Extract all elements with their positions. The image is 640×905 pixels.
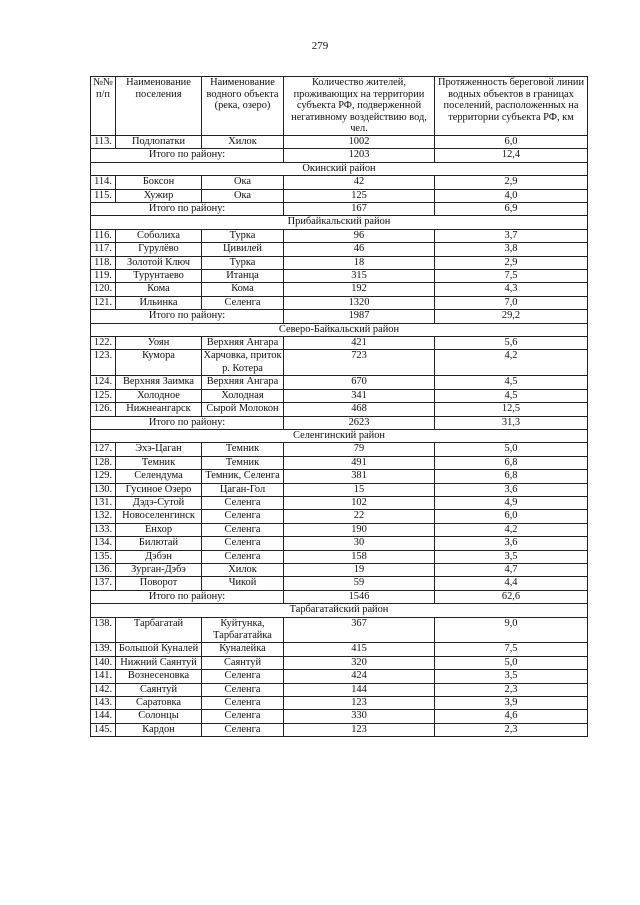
water-object: Харчовка, приток р. Котера bbox=[203, 350, 282, 374]
residents-count: 22 bbox=[284, 510, 435, 523]
district-title: Северо-Байкальский район bbox=[91, 323, 588, 336]
settlement-name: Дэбэн bbox=[116, 550, 202, 563]
table-header-row bbox=[91, 77, 588, 136]
shoreline-length: 6,0 bbox=[435, 135, 588, 148]
shoreline-length: 6,8 bbox=[435, 456, 588, 469]
row-number: 122. bbox=[91, 337, 116, 350]
shoreline-length: 2,3 bbox=[435, 723, 588, 736]
shoreline-length: 4,7 bbox=[435, 563, 588, 576]
settlement-name: Кома bbox=[116, 283, 202, 296]
table-row bbox=[91, 496, 588, 509]
shoreline-length: 6,8 bbox=[435, 470, 588, 483]
row-number: 137. bbox=[91, 577, 116, 590]
shoreline-length: 4,2 bbox=[435, 523, 588, 536]
table-row bbox=[91, 723, 588, 736]
table-row bbox=[91, 337, 588, 350]
residents-count: 491 bbox=[284, 456, 435, 469]
district-total-label: Итого по району: bbox=[91, 416, 284, 429]
water-object: Селенга bbox=[202, 523, 284, 536]
settlement-name: Гусиное Озеро bbox=[116, 483, 202, 496]
settlement-name: Дэдэ-Сутой bbox=[116, 496, 202, 509]
district-total-label: Итого по району: bbox=[91, 149, 284, 162]
row-number: 121. bbox=[91, 296, 116, 309]
shoreline-length: 3,6 bbox=[435, 483, 588, 496]
table-row bbox=[91, 135, 588, 148]
settlement-name: Холодное bbox=[116, 389, 202, 402]
shoreline-length: 2,9 bbox=[435, 256, 588, 269]
shoreline-length: 4,9 bbox=[435, 496, 588, 509]
water-object: Сырой Молокон bbox=[202, 403, 284, 416]
residents-count: 123 bbox=[284, 697, 435, 710]
shoreline-length: 6,0 bbox=[435, 510, 588, 523]
row-number: 113. bbox=[91, 135, 116, 148]
residents-count: 424 bbox=[284, 670, 435, 683]
table-row bbox=[91, 550, 588, 563]
shoreline-length: 5,0 bbox=[435, 443, 588, 456]
shoreline-length: 2,3 bbox=[435, 683, 588, 696]
shoreline-length: 4,4 bbox=[435, 577, 588, 590]
residents-count: 15 bbox=[284, 483, 435, 496]
settlement-name: Соболиха bbox=[116, 229, 202, 242]
row-number: 120. bbox=[91, 283, 116, 296]
residents-count: 381 bbox=[284, 470, 435, 483]
table-row bbox=[91, 350, 588, 376]
settlement-name: Саянтуй bbox=[116, 683, 202, 696]
table-row bbox=[91, 256, 588, 269]
table-row bbox=[91, 510, 588, 523]
shoreline-length: 4,3 bbox=[435, 283, 588, 296]
district-title: Тарбагатайский район bbox=[91, 604, 588, 617]
row-number: 126. bbox=[91, 403, 116, 416]
header-settlement: Наименование поселения bbox=[116, 77, 202, 136]
district-total-residents: 1546 bbox=[284, 590, 435, 603]
water-object: Итанца bbox=[202, 270, 284, 283]
row-number: 129. bbox=[91, 470, 116, 483]
settlement-name: Ильинка bbox=[116, 296, 202, 309]
district-total-label: Итого по району: bbox=[91, 590, 284, 603]
header-residents: Количество жителей, проживающих на территории субъекта РФ, подверженной негативному воздействию вод, чел. bbox=[284, 77, 435, 136]
shoreline-length: 3,9 bbox=[435, 697, 588, 710]
settlement-name: Темник bbox=[116, 456, 202, 469]
residents-count: 367 bbox=[284, 617, 435, 643]
shoreline-length: 4,0 bbox=[435, 189, 588, 202]
row-number: 130. bbox=[91, 483, 116, 496]
row-number: 138. bbox=[91, 617, 116, 643]
settlement-name: Зурган-Дэбэ bbox=[116, 563, 202, 576]
table-row bbox=[91, 643, 588, 656]
district-total-residents: 1987 bbox=[284, 310, 435, 323]
table-row bbox=[91, 483, 588, 496]
water-object: Селенга bbox=[202, 296, 284, 309]
district-header-row bbox=[91, 323, 588, 336]
settlement-name: Нижний Саянтуй bbox=[116, 656, 202, 669]
water-object: Селенга bbox=[202, 723, 284, 736]
row-number: 114. bbox=[91, 176, 116, 189]
row-number: 140. bbox=[91, 656, 116, 669]
row-number: 141. bbox=[91, 670, 116, 683]
settlement-name: Тарбагатай bbox=[116, 617, 202, 643]
settlement-name: Уоян bbox=[116, 337, 202, 350]
district-header-row bbox=[91, 604, 588, 617]
residents-count: 79 bbox=[284, 443, 435, 456]
table-row bbox=[91, 270, 588, 283]
water-object: Селенга bbox=[202, 697, 284, 710]
district-total-length: 31,3 bbox=[435, 416, 588, 429]
shoreline-length: 4,2 bbox=[435, 350, 588, 376]
district-total-residents: 167 bbox=[284, 203, 435, 216]
row-number: 144. bbox=[91, 710, 116, 723]
residents-count: 102 bbox=[284, 496, 435, 509]
settlements-table bbox=[90, 76, 588, 737]
residents-count: 125 bbox=[284, 189, 435, 202]
residents-count: 320 bbox=[284, 656, 435, 669]
row-number: 132. bbox=[91, 510, 116, 523]
residents-count: 315 bbox=[284, 270, 435, 283]
row-number: 117. bbox=[91, 243, 116, 256]
table-row bbox=[91, 283, 588, 296]
row-number: 136. bbox=[91, 563, 116, 576]
shoreline-length: 3,6 bbox=[435, 537, 588, 550]
settlement-name: Поворот bbox=[116, 577, 202, 590]
residents-count: 670 bbox=[284, 376, 435, 389]
water-object: Хилок bbox=[202, 563, 284, 576]
district-header-row bbox=[91, 162, 588, 175]
district-total-row bbox=[91, 416, 588, 429]
settlement-name: Подлопатки bbox=[116, 135, 202, 148]
district-total-row bbox=[91, 203, 588, 216]
settlement-name: Билютай bbox=[116, 537, 202, 550]
district-total-residents: 2623 bbox=[284, 416, 435, 429]
table-row bbox=[91, 296, 588, 309]
row-number: 143. bbox=[91, 697, 116, 710]
table-row bbox=[91, 577, 588, 590]
water-object: Темник bbox=[202, 456, 284, 469]
district-total-length: 6,9 bbox=[435, 203, 588, 216]
district-total-label: Итого по району: bbox=[91, 203, 284, 216]
row-number: 142. bbox=[91, 683, 116, 696]
water-object: Верхняя Ангара bbox=[202, 337, 284, 350]
district-total-length: 12,4 bbox=[435, 149, 588, 162]
table-row bbox=[91, 189, 588, 202]
water-object: Селенга bbox=[202, 496, 284, 509]
settlement-name: Хужир bbox=[116, 189, 202, 202]
shoreline-length: 4,5 bbox=[435, 376, 588, 389]
shoreline-length: 3,5 bbox=[435, 670, 588, 683]
settlement-name: Кумора bbox=[116, 350, 202, 376]
water-object: Ока bbox=[202, 176, 284, 189]
district-total-length: 62,6 bbox=[435, 590, 588, 603]
settlement-name: Новоселенгинск bbox=[116, 510, 202, 523]
residents-count: 330 bbox=[284, 710, 435, 723]
water-object: Турка bbox=[202, 256, 284, 269]
residents-count: 96 bbox=[284, 229, 435, 242]
shoreline-length: 5,6 bbox=[435, 337, 588, 350]
residents-count: 46 bbox=[284, 243, 435, 256]
district-total-residents: 1203 bbox=[284, 149, 435, 162]
row-number: 134. bbox=[91, 537, 116, 550]
water-object: Ока bbox=[202, 189, 284, 202]
district-title: Окинский район bbox=[91, 162, 588, 175]
settlement-name: Селендума bbox=[116, 470, 202, 483]
row-number: 128. bbox=[91, 456, 116, 469]
table-row bbox=[91, 670, 588, 683]
residents-count: 1320 bbox=[284, 296, 435, 309]
shoreline-length: 2,9 bbox=[435, 176, 588, 189]
district-total-row bbox=[91, 310, 588, 323]
table-row bbox=[91, 456, 588, 469]
table-row bbox=[91, 683, 588, 696]
table-row bbox=[91, 710, 588, 723]
table-row bbox=[91, 656, 588, 669]
shoreline-length: 3,8 bbox=[435, 243, 588, 256]
water-object: Темник bbox=[202, 443, 284, 456]
table-row bbox=[91, 403, 588, 416]
water-object: Цивилей bbox=[202, 243, 284, 256]
row-number: 139. bbox=[91, 643, 116, 656]
residents-count: 415 bbox=[284, 643, 435, 656]
water-object: Селенга bbox=[202, 670, 284, 683]
table-row bbox=[91, 176, 588, 189]
table-row bbox=[91, 243, 588, 256]
row-number: 123. bbox=[91, 350, 116, 376]
settlement-name: Турунтаево bbox=[116, 270, 202, 283]
residents-count: 158 bbox=[284, 550, 435, 563]
residents-count: 123 bbox=[284, 723, 435, 736]
district-header-row bbox=[91, 216, 588, 229]
water-object: Чикой bbox=[202, 577, 284, 590]
water-object: Холодная bbox=[202, 389, 284, 402]
table-row bbox=[91, 470, 588, 483]
district-total-row bbox=[91, 590, 588, 603]
shoreline-length: 12,5 bbox=[435, 403, 588, 416]
district-total-label: Итого по району: bbox=[91, 310, 284, 323]
settlement-name: Нижнеангарск bbox=[116, 403, 202, 416]
row-number: 124. bbox=[91, 376, 116, 389]
shoreline-length: 7,5 bbox=[435, 643, 588, 656]
settlement-name: Гурулёво bbox=[116, 243, 202, 256]
residents-count: 421 bbox=[284, 337, 435, 350]
water-object: Селенга bbox=[202, 683, 284, 696]
settlement-name: Большой Куналей bbox=[116, 643, 202, 656]
shoreline-length: 4,5 bbox=[435, 389, 588, 402]
water-object: Селенга bbox=[202, 537, 284, 550]
water-object: Темник, Селенга bbox=[202, 470, 284, 483]
water-object: Турка bbox=[202, 229, 284, 242]
header-water-object: Наименование водного объекта (река, озеро) bbox=[202, 77, 284, 136]
settlement-name: Боксон bbox=[116, 176, 202, 189]
residents-count: 19 bbox=[284, 563, 435, 576]
water-object: Цаган-Гол bbox=[202, 483, 284, 496]
residents-count: 42 bbox=[284, 176, 435, 189]
settlement-name: Верхняя Заимка bbox=[116, 376, 202, 389]
settlement-name: Эхэ-Цаган bbox=[116, 443, 202, 456]
row-number: 131. bbox=[91, 496, 116, 509]
residents-count: 59 bbox=[284, 577, 435, 590]
water-object: Куналейка bbox=[202, 643, 284, 656]
row-number: 119. bbox=[91, 270, 116, 283]
residents-count: 468 bbox=[284, 403, 435, 416]
settlement-name: Енхор bbox=[116, 523, 202, 536]
shoreline-length: 5,0 bbox=[435, 656, 588, 669]
settlement-name: Солонцы bbox=[116, 710, 202, 723]
shoreline-length: 7,0 bbox=[435, 296, 588, 309]
page-number: 279 bbox=[311, 40, 329, 52]
shoreline-length: 3,5 bbox=[435, 550, 588, 563]
table-row bbox=[91, 443, 588, 456]
header-shoreline: Протяженность береговой линии водных объектов в границах поселений, расположенных на территории субъекта РФ, км bbox=[435, 77, 588, 136]
row-number: 116. bbox=[91, 229, 116, 242]
table-row bbox=[91, 229, 588, 242]
row-number: 115. bbox=[91, 189, 116, 202]
row-number: 135. bbox=[91, 550, 116, 563]
district-title: Прибайкальский район bbox=[91, 216, 588, 229]
settlement-name: Вознесеновка bbox=[116, 670, 202, 683]
residents-count: 192 bbox=[284, 283, 435, 296]
water-object: Селенга bbox=[202, 550, 284, 563]
table-row bbox=[91, 537, 588, 550]
district-total-row bbox=[91, 149, 588, 162]
settlement-name: Кардон bbox=[116, 723, 202, 736]
residents-count: 1002 bbox=[284, 135, 435, 148]
district-header-row bbox=[91, 429, 588, 442]
water-object: Куйтунка, Тарбагатайка bbox=[202, 617, 284, 643]
settlement-name: Саратовка bbox=[116, 697, 202, 710]
water-object: Селенга bbox=[202, 510, 284, 523]
water-object: Селенга bbox=[202, 710, 284, 723]
header-number: №№ п/п bbox=[91, 77, 116, 136]
shoreline-length: 4,6 bbox=[435, 710, 588, 723]
residents-count: 341 bbox=[284, 389, 435, 402]
table-row bbox=[91, 376, 588, 389]
residents-count: 723 bbox=[284, 350, 435, 376]
row-number: 118. bbox=[91, 256, 116, 269]
table-row bbox=[91, 389, 588, 402]
row-number: 133. bbox=[91, 523, 116, 536]
row-number: 127. bbox=[91, 443, 116, 456]
residents-count: 30 bbox=[284, 537, 435, 550]
table-row bbox=[91, 563, 588, 576]
table-row bbox=[91, 697, 588, 710]
shoreline-length: 7,5 bbox=[435, 270, 588, 283]
settlement-name: Золотой Ключ bbox=[116, 256, 202, 269]
district-title: Селенгинский район bbox=[91, 429, 588, 442]
row-number: 125. bbox=[91, 389, 116, 402]
table-body bbox=[91, 135, 588, 736]
table-row bbox=[91, 523, 588, 536]
residents-count: 144 bbox=[284, 683, 435, 696]
water-object: Верхняя Ангара bbox=[202, 376, 284, 389]
shoreline-length: 9,0 bbox=[435, 617, 588, 643]
shoreline-length: 3,7 bbox=[435, 229, 588, 242]
water-object: Саянтуй bbox=[202, 656, 284, 669]
water-object: Кома bbox=[202, 283, 284, 296]
residents-count: 18 bbox=[284, 256, 435, 269]
table-row bbox=[91, 617, 588, 643]
district-total-length: 29,2 bbox=[435, 310, 588, 323]
row-number: 145. bbox=[91, 723, 116, 736]
water-object: Хилок bbox=[202, 135, 284, 148]
residents-count: 190 bbox=[284, 523, 435, 536]
